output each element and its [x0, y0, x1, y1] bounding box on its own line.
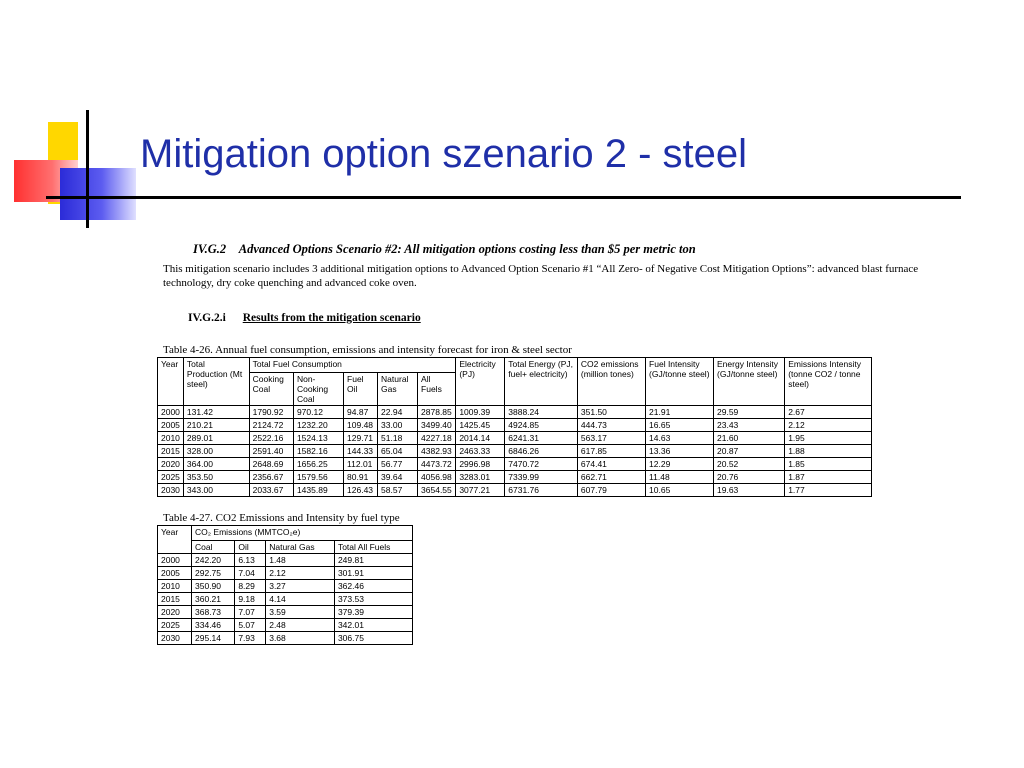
table-cell: 1.48: [266, 554, 335, 567]
table-cell: 607.79: [577, 484, 645, 497]
table-cell: 379.39: [334, 606, 412, 619]
col-cooking-coal: Cooking Coal: [249, 373, 293, 406]
col-group-co2: CO₂ Emissions (MMTCO₂e): [192, 526, 413, 541]
logo-blue-square: [60, 168, 136, 220]
table-cell: 20.87: [714, 445, 785, 458]
table-row: [158, 445, 872, 458]
table-cell: 1582.16: [293, 445, 343, 458]
table-cell: 2025: [158, 619, 192, 632]
table-cell: 7.07: [235, 606, 266, 619]
table-cell: 144.33: [344, 445, 378, 458]
table-cell: 2005: [158, 567, 192, 580]
table-cell: 7.93: [235, 632, 266, 645]
table-cell: 2030: [158, 632, 192, 645]
table-cell: 334.46: [192, 619, 235, 632]
table-row: [158, 554, 413, 567]
table-cell: 351.50: [577, 406, 645, 419]
table-cell: 362.46: [334, 580, 412, 593]
table-cell: 368.73: [192, 606, 235, 619]
table-cell: 210.21: [183, 419, 249, 432]
table-cell: 350.90: [192, 580, 235, 593]
table-cell: 289.01: [183, 432, 249, 445]
table-cell: 1.77: [785, 484, 872, 497]
table-cell: 444.73: [577, 419, 645, 432]
table-row: [158, 593, 413, 606]
table-row: [158, 419, 872, 432]
table-cell: 617.85: [577, 445, 645, 458]
table1-body: [158, 406, 872, 497]
table-cell: 2015: [158, 445, 184, 458]
table-cell: 2878.85: [418, 406, 456, 419]
table-cell: 2015: [158, 593, 192, 606]
table-cell: 20.52: [714, 458, 785, 471]
table-cell: 2010: [158, 432, 184, 445]
col-oil: Oil: [235, 541, 266, 554]
table-cell: 2996.98: [456, 458, 505, 471]
table-cell: 14.63: [646, 432, 714, 445]
table-cell: 6241.31: [505, 432, 578, 445]
table-cell: 7470.72: [505, 458, 578, 471]
section-paragraph: This mitigation scenario includes 3 additional mitigation options to Advanced Option Scenario #1 “All Zero- of Negative Cost Mitigation Options”: advanced blast furnace technology, dry coke quenching and advanced coke oven.: [163, 263, 919, 289]
table-cell: 51.18: [378, 432, 418, 445]
table-cell: 126.43: [344, 484, 378, 497]
table-cell: 4.14: [266, 593, 335, 606]
table-cell: 563.17: [577, 432, 645, 445]
table-cell: 9.18: [235, 593, 266, 606]
table-cell: 1524.13: [293, 432, 343, 445]
table-cell: 2033.67: [249, 484, 293, 497]
table-cell: 1656.25: [293, 458, 343, 471]
table-row: [158, 567, 413, 580]
table-cell: 3888.24: [505, 406, 578, 419]
table-cell: 13.36: [646, 445, 714, 458]
logo-vertical-line: [86, 110, 89, 228]
table-cell: 4382.93: [418, 445, 456, 458]
table-row: [158, 580, 413, 593]
table1-caption: Table 4-26. Annual fuel consumption, emissions and intensity forecast for iron & steel sector: [163, 344, 572, 356]
col-all-fuels: All Fuels: [418, 373, 456, 406]
table-cell: 3499.40: [418, 419, 456, 432]
table-cell: 109.48: [344, 419, 378, 432]
table-row: [158, 432, 872, 445]
table-cell: 58.57: [378, 484, 418, 497]
table-cell: 2124.72: [249, 419, 293, 432]
co2-emissions-table: [157, 525, 413, 645]
table-cell: 3.27: [266, 580, 335, 593]
table-cell: 2020: [158, 606, 192, 619]
table-row: [158, 458, 872, 471]
table-cell: 1.95: [785, 432, 872, 445]
table-cell: 39.64: [378, 471, 418, 484]
table-cell: 2356.67: [249, 471, 293, 484]
table-cell: 29.59: [714, 406, 785, 419]
table-cell: 970.12: [293, 406, 343, 419]
table-cell: 1425.45: [456, 419, 505, 432]
col-group-fuel: Total Fuel Consumption: [249, 358, 456, 373]
table-cell: 364.00: [183, 458, 249, 471]
table-cell: 4924.85: [505, 419, 578, 432]
table-cell: 6731.76: [505, 484, 578, 497]
col-natural-gas: Natural Gas: [266, 541, 335, 554]
table-cell: 662.71: [577, 471, 645, 484]
table-row: [158, 484, 872, 497]
col-production: Total Production (Mt steel): [183, 358, 249, 406]
table-cell: 3.68: [266, 632, 335, 645]
col-coal: Coal: [192, 541, 235, 554]
col-total-all-fuels: Total All Fuels: [334, 541, 412, 554]
table-cell: 2014.14: [456, 432, 505, 445]
table-cell: 22.94: [378, 406, 418, 419]
table-cell: 674.41: [577, 458, 645, 471]
table-cell: 1232.20: [293, 419, 343, 432]
table-cell: 2591.40: [249, 445, 293, 458]
section-code: IV.G.2: [193, 242, 227, 256]
table-cell: 3077.21: [456, 484, 505, 497]
col-natural-gas: Natural Gas: [378, 373, 418, 406]
fuel-consumption-table: [157, 357, 872, 497]
table-cell: 373.53: [334, 593, 412, 606]
table-cell: 4227.18: [418, 432, 456, 445]
col-co2: CO2 emissions (million tones): [577, 358, 645, 406]
table-cell: 80.91: [344, 471, 378, 484]
table-cell: 7.04: [235, 567, 266, 580]
table-cell: 4473.72: [418, 458, 456, 471]
table-cell: 2020: [158, 458, 184, 471]
table-cell: 23.43: [714, 419, 785, 432]
subsection-title: Results from the mitigation scenario: [242, 312, 421, 324]
table-cell: 2005: [158, 419, 184, 432]
table-cell: 56.77: [378, 458, 418, 471]
col-non-cooking-coal: Non-Cooking Coal: [293, 373, 343, 406]
table-cell: 292.75: [192, 567, 235, 580]
col-emissions-intensity: Emissions Intensity (tonne CO2 / tonne steel): [785, 358, 872, 406]
subsection-heading: [188, 312, 421, 324]
col-year: Year: [158, 526, 192, 554]
table-cell: 6846.26: [505, 445, 578, 458]
section-title: Advanced Options Scenario #2: All mitigation options costing less than $5 per metric ton: [238, 242, 696, 256]
table-cell: 21.60: [714, 432, 785, 445]
table-cell: 5.07: [235, 619, 266, 632]
slide-logo-decoration: [0, 0, 160, 240]
table2-body: [158, 554, 413, 645]
table-cell: 2648.69: [249, 458, 293, 471]
table-cell: 2025: [158, 471, 184, 484]
table-cell: 306.75: [334, 632, 412, 645]
col-total-energy: Total Energy (PJ, fuel+ electricity): [505, 358, 578, 406]
table-cell: 3283.01: [456, 471, 505, 484]
table-cell: 353.50: [183, 471, 249, 484]
table-cell: 343.00: [183, 484, 249, 497]
table-cell: 4056.98: [418, 471, 456, 484]
table-cell: 1790.92: [249, 406, 293, 419]
table-cell: 1009.39: [456, 406, 505, 419]
table-cell: 2000: [158, 406, 184, 419]
slide-title: Mitigation option szenario 2 - steel: [140, 132, 747, 176]
table-cell: 3654.55: [418, 484, 456, 497]
table-cell: 2463.33: [456, 445, 505, 458]
table-row: [158, 471, 872, 484]
table-cell: 2.12: [266, 567, 335, 580]
table-cell: 1.85: [785, 458, 872, 471]
table-cell: 1579.56: [293, 471, 343, 484]
table-cell: 2.12: [785, 419, 872, 432]
table-row: [158, 406, 872, 419]
table-cell: 112.01: [344, 458, 378, 471]
table-cell: 20.76: [714, 471, 785, 484]
table-cell: 33.00: [378, 419, 418, 432]
col-fuel-oil: Fuel Oil: [344, 373, 378, 406]
table-cell: 8.29: [235, 580, 266, 593]
table-cell: 2030: [158, 484, 184, 497]
col-fuel-intensity: Fuel Intensity (GJ/tonne steel): [646, 358, 714, 406]
table-cell: 2000: [158, 554, 192, 567]
table-cell: 65.04: [378, 445, 418, 458]
table2-caption: Table 4-27. CO2 Emissions and Intensity by fuel type: [163, 512, 400, 524]
table-cell: 360.21: [192, 593, 235, 606]
table-cell: 1.88: [785, 445, 872, 458]
table-cell: 21.91: [646, 406, 714, 419]
table-cell: 129.71: [344, 432, 378, 445]
table-row: [158, 619, 413, 632]
table-cell: 249.81: [334, 554, 412, 567]
table-row: [158, 632, 413, 645]
table-row: [158, 606, 413, 619]
table-cell: 2.67: [785, 406, 872, 419]
table-cell: 3.59: [266, 606, 335, 619]
table-cell: 1435.89: [293, 484, 343, 497]
table-cell: 2010: [158, 580, 192, 593]
table-cell: 242.20: [192, 554, 235, 567]
table-cell: 328.00: [183, 445, 249, 458]
table-cell: 12.29: [646, 458, 714, 471]
title-underline: [46, 196, 961, 199]
table-cell: 16.65: [646, 419, 714, 432]
table-cell: 19.63: [714, 484, 785, 497]
subsection-code: IV.G.2.i: [188, 312, 226, 324]
col-electricity: Electricity (PJ): [456, 358, 505, 406]
table-cell: 94.87: [344, 406, 378, 419]
table-cell: 10.65: [646, 484, 714, 497]
table-cell: 11.48: [646, 471, 714, 484]
table-cell: 7339.99: [505, 471, 578, 484]
table-cell: 2522.16: [249, 432, 293, 445]
table-cell: 6.13: [235, 554, 266, 567]
table-cell: 2.48: [266, 619, 335, 632]
table-cell: 295.14: [192, 632, 235, 645]
table-cell: 342.01: [334, 619, 412, 632]
table-cell: 131.42: [183, 406, 249, 419]
table-cell: 301.91: [334, 567, 412, 580]
col-energy-intensity: Energy Intensity (GJ/tonne steel): [714, 358, 785, 406]
table-cell: 1.87: [785, 471, 872, 484]
col-year: Year: [158, 358, 184, 406]
section-heading: [193, 242, 696, 257]
